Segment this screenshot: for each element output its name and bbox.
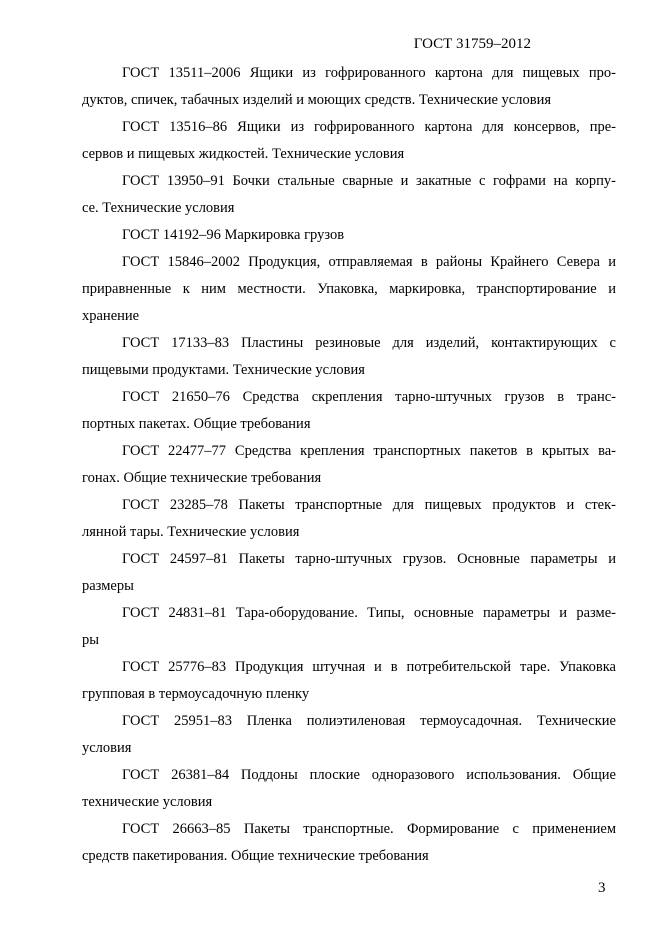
entry-line: пищевыми продуктами. Технические условия [82, 362, 365, 378]
entry-line: ГОСТ 13511–2006 Ящики из гофрированного картона для пищевых про- [122, 65, 616, 81]
entry-line: ГОСТ 26381–84 Поддоны плоские одноразового использования. Общие [122, 767, 616, 783]
entry-line: технические условия [82, 794, 213, 810]
entry-line: групповая в термоусадочную пленку [82, 686, 310, 702]
entry-line: ГОСТ 13516–86 Ящики из гофрированного картона для консервов, пре- [122, 119, 616, 135]
entry-line: ГОСТ 13950–91 Бочки стальные сварные и закатные с гофрами на корпу- [122, 173, 616, 189]
entry-line: ГОСТ 17133–83 Пластины резиновые для изделий, контактирующих с [122, 335, 616, 351]
entry-line: портных пакетах. Общие требования [82, 416, 311, 432]
entry-line: ГОСТ 15846–2002 Продукция, отправляемая в районы Крайнего Севера и [122, 254, 616, 270]
entry-line: дуктов, спичек, табачных изделий и моющих средств. Технические условия [82, 92, 551, 108]
entry-line: условия [82, 740, 132, 756]
entry-line: ГОСТ 26663–85 Пакеты транспортные. Формирование с применением [122, 821, 616, 837]
entry-line: ГОСТ 23285–78 Пакеты транспортные для пищевых продуктов и стек- [122, 497, 616, 513]
entry-line: ГОСТ 25951–83 Пленка полиэтиленовая термоусадочная. Технические [122, 713, 616, 729]
entry-line: ГОСТ 22477–77 Средства крепления транспортных пакетов в крытых ва- [122, 443, 616, 459]
entry-line: ГОСТ 24831–81 Тара-оборудование. Типы, основные параметры и разме- [122, 605, 616, 621]
entry-line: сервов и пищевых жидкостей. Технические условия [82, 146, 405, 162]
entry-line: лянной тары. Технические условия [82, 524, 300, 540]
entry-line: се. Технические условия [82, 200, 235, 216]
entry-line: хранение [82, 308, 140, 324]
entry-line: ры [82, 632, 99, 648]
entry-line: ГОСТ 25776–83 Продукция штучная и в потребительской таре. Упаковка [122, 659, 616, 675]
page-header: ГОСТ 31759–2012 [413, 36, 531, 52]
entry-line: средств пакетирования. Общие технические требования [82, 848, 429, 864]
entry-line: ГОСТ 24597–81 Пакеты тарно-штучных грузов. Основные параметры и [122, 551, 616, 567]
entry-line: приравненные к ним местности. Упаковка, маркировка, транспортирование и [82, 281, 616, 297]
entry-line: гонах. Общие технические требования [82, 470, 322, 486]
page-number: 3 [598, 880, 606, 896]
entry-line: размеры [82, 578, 134, 594]
entry-line: ГОСТ 14192–96 Маркировка грузов [122, 227, 345, 243]
entry-line: ГОСТ 21650–76 Средства скрепления тарно-штучных грузов в транс- [122, 389, 616, 405]
